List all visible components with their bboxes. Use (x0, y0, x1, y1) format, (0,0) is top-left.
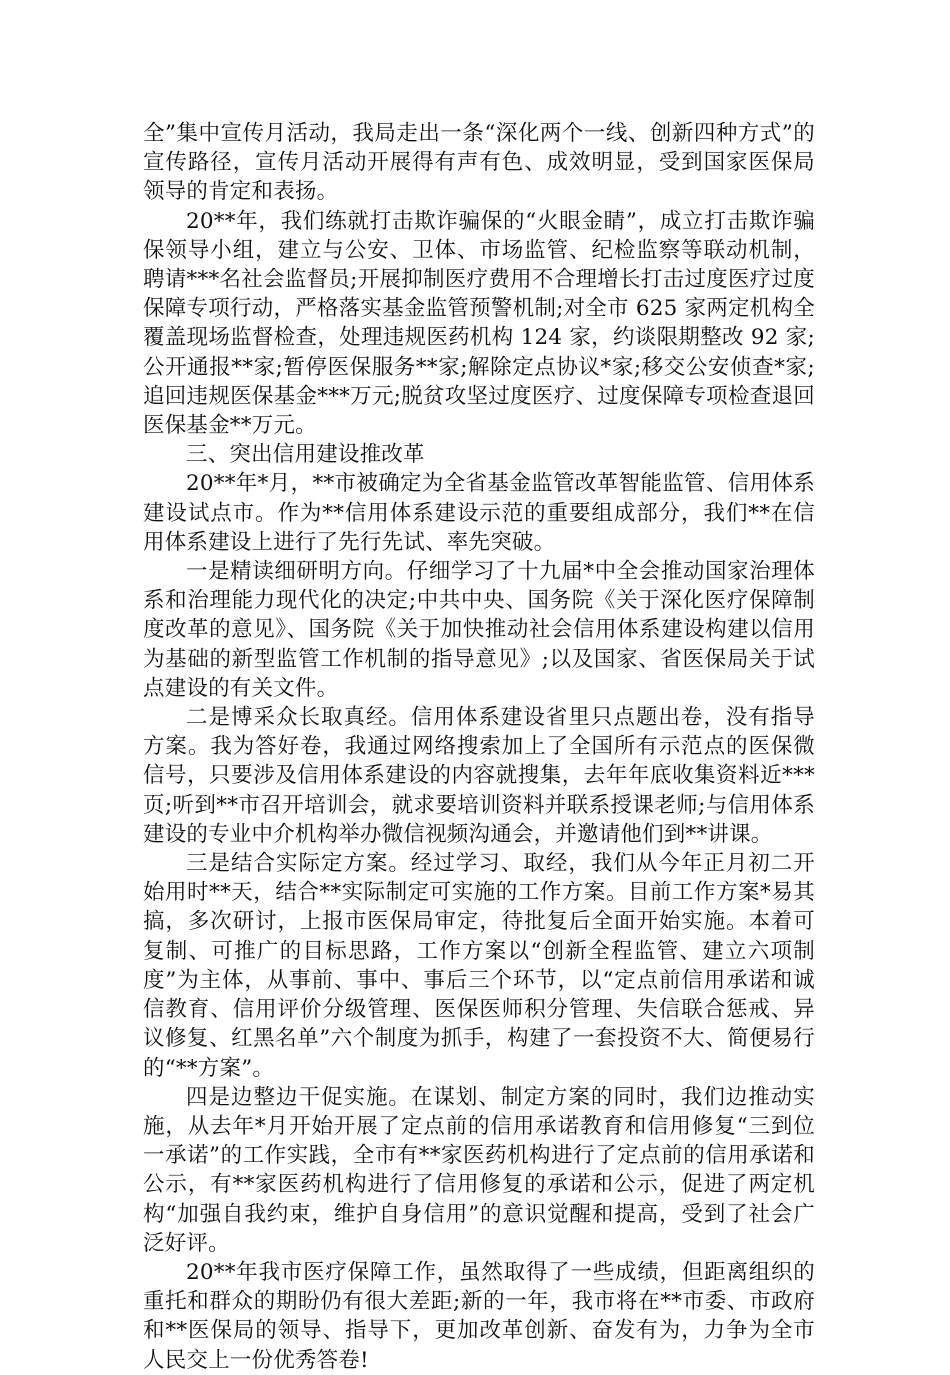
paragraph-continuation: 全”集中宣传月活动，我局走出一条“深化两个一线、创新四种方式”的宣传路径，宣传月活动开展得有声有色、成效明显，受到国家医保局领导的肯定和表扬。 (143, 121, 815, 205)
paragraph-point-two: 二是博采众长取真经。信用体系建设省里只点题出卷，没有指导方案。我为答好卷，我通过网络搜索加上了全国所有示范点的医保微信号，只要涉及信用体系建设的内容就搜集，去年年底收集资料近***页;听到**市召开培训会，就求要培训资料并联系授课老师;与信用体系建设的专业中介机构举办微信视频沟通会，并邀请他们到**讲课。 (143, 705, 815, 847)
document-body (143, 119, 815, 1375)
paragraph-point-four: 四是边整边干促实施。在谋划、制定方案的同时，我们边推动实施，从去年*月开始开展了定点前的信用承诺教育和信用修复“三到位一承诺”的工作实践，全市有**家医药机构进行了定点前的信用承诺和公示，有**家医药机构进行了信用修复的承诺和公示，促进了两定机构“加强自我约束，维护自身信用”的意识觉醒和提高，受到了社会广泛好评。 (143, 1084, 815, 1256)
paragraph-point-three: 三是结合实际定方案。经过学习、取经，我们从今年正月初二开始用时**天，结合**实际制定可实施的工作方案。目前工作方案*易其搞，多次研讨，上报市医保局审定，待批复后全面开始实施。本着可复制、可推广的目标思路，工作方案以“创新全程监管、建立六项制度”为主体，从事前、事中、事后三个环节，以“定点前信用承诺和诚信教育、信用评价分级管理、医保医师积分管理、失信联合惩戒、异议修复、红黑名单”六个制度为抓手，构建了一套投资不大、简便易行的“**方案”。 (143, 851, 815, 1081)
paragraph-pilot-city: 20**年*月，**市被确定为全省基金监管改革智能监管、信用体系建设试点市。作为**信用体系建设示范的重要组成部分，我们**在信用体系建设上进行了先行先试、率先突破。 (143, 471, 815, 555)
paragraph-conclusion: 20**年我市医疗保障工作，虽然取得了一些成绩，但距离组织的重托和群众的期盼仍有很大差距;新的一年，我市将在**市委、市政府和**医保局的领导、指导下，更加改革创新、奋发有为，力争为全市人民交上一份优秀答卷! (143, 1259, 815, 1373)
paragraph-fraud-crackdown: 20**年，我们练就打击欺诈骗保的“火眼金睛”，成立打击欺诈骗保领导小组，建立与公安、卫体、市场监管、纪检监察等联动机制，聘请***名社会监督员;开展抑制医疗费用不合理增长打击过度医疗过度保障专项行动，严格落实基金监管预警机制;对全市 625 家两定机构全覆盖现场监督检查，处理违规医药机构 124 家，约谈限期整改 92 家;公开通报**家;暂停医保服务**家;解除定点协议*家;移交公安侦查*家;追回违规医保基金***万元;脱贫攻坚过度医疗、过度保障专项检查退回医保基金**万元。 (143, 208, 815, 439)
section-heading-credit: 三、突出信用建设推改革 (186, 442, 425, 468)
paragraph-point-one: 一是精读细研明方向。仔细学习了十九届*中全会推动国家治理体系和治理能力现代化的决定;中共中央、国务院《关于深化医疗保障制度改革的意见》、国务院《关于加快推动社会信用体系建设构建以信用为基础的新型监管工作机制的指导意见》;以及国家、省医保局关于试点建设的有关文件。 (143, 559, 815, 701)
